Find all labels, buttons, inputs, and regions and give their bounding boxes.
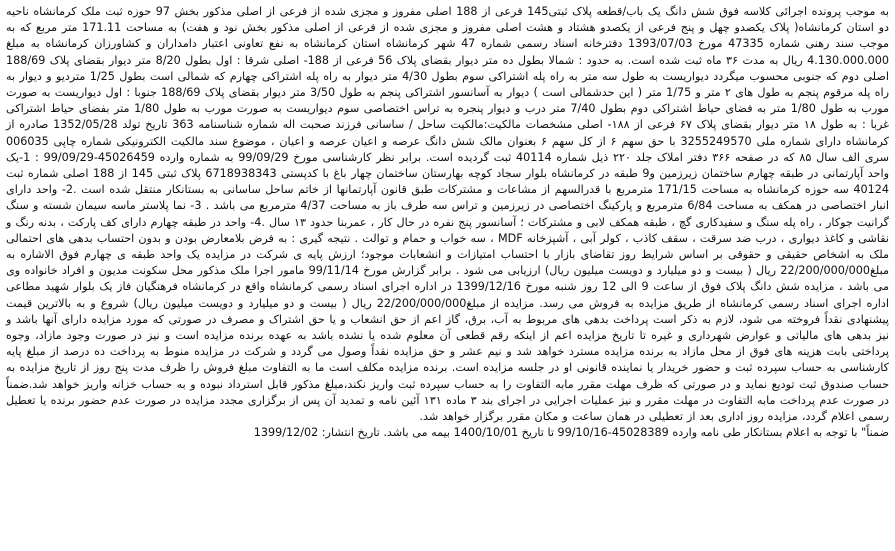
auction-notice-text: به موجب پرونده اجرائی کلاسه فوق شش دانگ یک باب/قطعه پلاک ثبتی145 فرعی از 188 اصلی مفروز و مجزی شده از فرعی از اصلی مذکور بخش 97 حوزه ثبت ملک کرمانشاه ناحیه دو استان کرمانشاه( پلاک یکصدو چهل و پنج فرعی از یکصدو هشتاد و هشت اصلی مفروز و مجزی شده از فرعی از اصلی مذکور بخش نود و هفت) به مساحت 171.11 متر مربع که به موجب سند رهنی شماره 47335 مورخ 1393/07/03 دفترخانه اسناد رسمی شماره 47 شهر کرمانشاه استان کرمانشاه به نفع تعاونی اعتبار دامداران و کشاورزان کرمانشاه به مبلغ 4.130.000.000 ریال به مدت ۳۶ ماه ثبت شده است. به حدود : شمالا بطول ده متر دیوار بقضای پلاک 56 فرعی از 188- اصلی شرقا : اول بطول 8/20 متر دیوار بقضای پلاک 188/69 اصلی دوم که جنوبی محسوب میگردد دیواریست به طول سه متر به راه پله اشتراکی سوم بطول 4/30 متر دیوار به راه پله اشتراکی چهارم که شمالی است بطول 1/25 متردیو و دیوار به راه پله مرقوم پنجم به طول های ۲ متر و 1/75 متر ( این حدشمالی است ) دیوار به آسانسور اشتراکی پنجم به طول 3/50 متر دیوار بقضای پلاک 188/69 جنوبا : اول دیواریست به صورت مورب به طول 1/80 متر به فضای حیاط اشتراکی دوم بطول 7/40 متر درب و دیوار پنجره به تراس اختصاصی سوم دیواریست به صورت مورب به طول 1/80 متر بفضای حیاط اشتراکی غربا : به طول ۱۸ متر دیوار بقضای پلاک ۶۷ فرعی از ۱۸۸- اصلی مشخصات مالکیت:مالکیت ساحل / ساسانی فرزند صحبت اله شماره شناسنامه 363 تاریخ تولد 1352/05/28 صادره از کرمانشاه دارای شماره ملی 3255249570 با حق سهم ۶ از کل سهم ۶ بعنوان مالک شش دانگ عرصه و اعیان عرصه و اعیان ، موضوع سند مالکیت الکترونیکی شماره چاپی 006035 سری الف سال ۸۵ که در صفحه ۳۶۶ دفتر املاک جلد ۲۲۰ ذیل شماره 40114 ثبت گردیده است. برابر نظر کارشناسی مورخ 99/09/29 به شماره وارده 45026459-99/09/29 : 1-یک واحد آپارتمانی در طبقه چهارم ساختمان زیرزمین و9 طبقه در کرمانشاه بلوار سجاد کوچه بهارستان ساختمان چهار باغ با کدپستی 6718938343 پلاک ثبتی 145 از 188 اصلی شماره ثبت 40124 سه حوزه کرمانشاه به مساحت 171/15 مترمربع با قدرالسهم از مشاعات و مشترکات طبق قانون آپارتمانها از خاتم ساحل ساسانی به بستانکار منتقل شده است .2- واحد دارای انبار اختصاصی در همکف به مساحت 6/84 مترمربع و پارکینگ اختصاصی در زیرزمین و تراس سه طرف باز به مساحت 4/37 مترمربع می باشد . 3- نما پلاستر ماسه سیمان شسته و سنگ گرانیت جوکار ، راه پله سنگ و سفیدکاری گچ ، طبقه همکف لابی و مشترکات ؛ آسانسور پنج نفره در حال کار ، عمربنا حدود ۱۳ سال .4- واحد در طبقه چهارم دارای کف پارکت ، بدنه رنگ و نقاشی و کاغذ دیواری ، درب ضد سرقت ، سقف کاذب ، کولر آبی ، آشپزخانه MDF ، سه خواب و حمام و توالت . نتیجه گیری : به فرض بلامعارض بودن و بدون احتساب بدهی های احتمالی ملک به اشخاص حقیقی و حقوقی بر اساس شرایط روز تقاضای بازار با احتساب امتیازات و انشعابات موجود؛ ارزش پایه ی شرکت در مزایده یک واحد طبقه ی چهارم فوق الاشاره به مبلغ22/200/000/000 ریال ( بیست و دو میلیارد و دویست میلیون ریال) ارزیابی می شود . برابر گزارش مورخ 99/11/14 مامور اجرا ملک مذکور محل سکونت مدیون و افراد خانواده وی می باشد ، مزایده شش دانگ پلاک فوق از ساعت 9 الی 12 روز شنبه مورخ 1399/12/16 در اداره اجرای اسناد رسمی کرمانشاه واقع در کرمانشاه فرهنگیان فاز یک بلوار شهید مطاعی اداره اجرای اسناد رسمی کرمانشاه از طریق مزایده به فروش می رسد. مزایده از مبلغ22/200/000/000 ریال ( بیست و دو میلیارد و دویست میلیون ریال) شروع و به بالاترین قیمت پیشنهادی نقداً فروخته می شود، لازم به ذکر است پرداخت بدهی های مربوط به آب، برق، گاز اعم از حق انشعاب و یا حق اشتراک و مصرف در صورتی که مورد مزایده دارای آنها باشد و نیز بدهی های مالیاتی و عوارض شهرداری و غیره تا تاریخ مزایده اعم از اینکه رقم قطعی آن معلوم شده یا نشده باشد به عهده برنده مزایده است و نیز در صورت وجود مازاد، وجوه پرداختی بابت هزینه های فوق از محل مازاد به برنده مزایده مسترد خواهد شد و نیم عشر و حق مزایده نقداً وصول می گردد و شرکت در مزایده منوط به پرداخت ده درصد از مبلغ پایه کارشناسی به حساب سپرده ثبت و حضور خریدار یا نماینده قانونی او در جلسه مزایده است. برنده مزایده مکلف است ما به التفاوت مبلغ فروش را ظرف مدت پنج روز از تاریخ مزایده به حساب صندوق ثبت تودیع نماید و در صورتی که ظرف مهلت مقرر مابه التفاوت را به حساب سپرده ثبت واریز نکند،مبلغ مذکور قابل استرداد نبوده و به حساب خزانه واریز خواهد شد.ضمناً در صورت عدم پرداخت مابه التفاوت در مهلت مقرر و نیز عملیات اجرایی در اجرای بند ۳ ماده ۱۳۱ آئین نامه و تمدید آن پس از برگزاری مجدد مزایده در صورت عدم حضور برنده یا تعطیل رسمی اعلام گردد، مزایده روز اداری بعد از تعطیلی در همان ساعت و مکان مقرر برگزار خواهد شد. xyxy=(6,5,890,424)
publication-date-line: ضمناً" با توجه به اعلام بستانکار طی نامه وارده 45028389-99/10/16 تا تاریخ 1400/10/01 بیمه می باشد. تاریخ انتشار: 1399/12/02 xyxy=(253,426,889,440)
